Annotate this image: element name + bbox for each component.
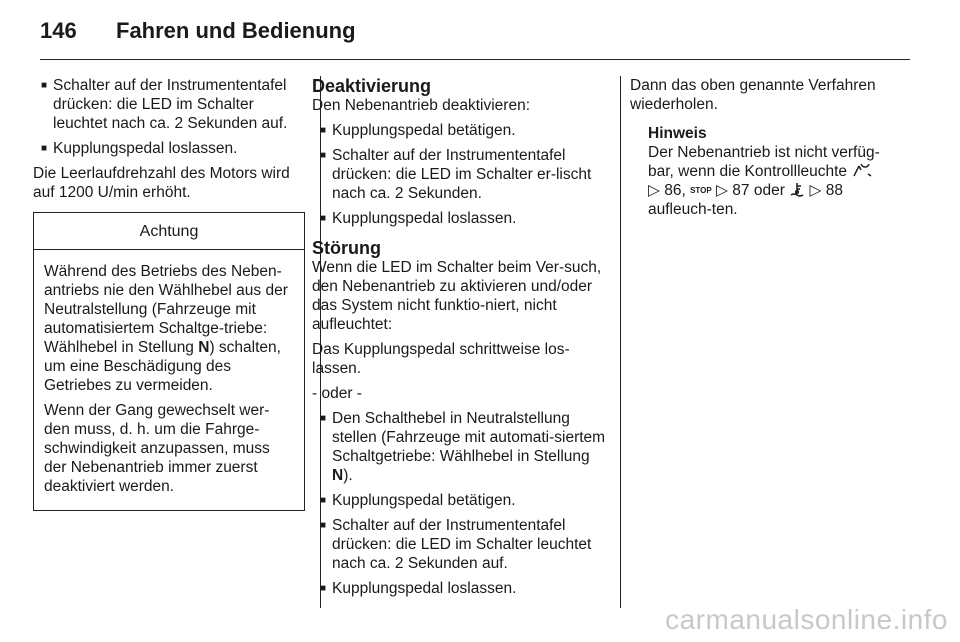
list-item: ■ Kupplungspedal betätigen. <box>312 491 606 510</box>
paragraph: Dann das oben genannte Verfahren wiederholen. <box>630 77 876 113</box>
heading-stoerung: Störung <box>312 238 381 258</box>
page-title: Fahren und Bedienung <box>116 18 356 43</box>
list-item: ■ Kupplungspedal loslassen. <box>312 579 606 598</box>
paragraph: Das Kupplungspedal schrittweise los-lassen. <box>312 341 570 377</box>
pto-warning-icon <box>851 164 873 178</box>
paragraph: Die Leerlaufdrehzahl des Motors wird auf 1200 U/min erhöht. <box>33 165 290 201</box>
stop-symbol-icon: STOP <box>690 186 712 195</box>
watermark: carmanualsonline.info <box>665 604 948 635</box>
page-number: 146 <box>40 18 77 43</box>
list-item: ■ Schalter auf der Instrumententafel drücken: die LED im Schalter leuchtet nach ca. 2 Sekunden auf. <box>312 516 606 573</box>
paragraph: Den Nebenantrieb deaktivieren: <box>312 97 530 114</box>
paragraph: - oder - <box>312 385 362 402</box>
list-item: ■ Kupplungspedal betätigen. <box>312 121 606 140</box>
warning-body <box>34 250 304 510</box>
page-header <box>40 18 356 44</box>
text: Den Schalthebel in Neutralstellung stellen (Fahrzeuge mit automati-siertem Schaltgetriebe: Wählhebel in Stellung <box>332 410 606 465</box>
text: 86, <box>664 182 691 199</box>
list-item: ■ Kupplungspedal loslassen. <box>33 139 305 158</box>
header-rule <box>40 59 910 60</box>
page-ref-icon: ▷ <box>716 182 728 199</box>
list-item: ■ Schalter auf der Instrumententafel drücken: die LED im Schalter leuchtet nach ca. 2 Sekunden auf. <box>33 76 305 133</box>
warning-title: Achtung <box>34 213 304 250</box>
note-title: Hinweis <box>648 125 707 142</box>
warning-box <box>33 212 305 511</box>
list-item: ■ Kupplungspedal loslassen. <box>312 209 606 228</box>
text: Der Nebenantrieb ist nicht verfüg-bar, wenn die Kontrollleuchte <box>648 144 880 180</box>
text: 88 aufleuch-ten. <box>648 182 843 218</box>
note-text <box>648 143 892 219</box>
coolant-temperature-icon <box>789 182 805 197</box>
warning-paragraph: Wenn der Gang gewechselt wer-den muss, d. h. um die Fahrge-schwindigkeit anzupassen, muss der Nebenantrieb immer zuerst deaktiviert werden. <box>44 402 270 495</box>
text: ) schalten, um eine Beschädigung des Getriebes zu vermeiden. <box>44 339 281 394</box>
column-2 <box>312 76 606 604</box>
list-item <box>312 409 606 485</box>
bold-text: N <box>332 467 344 484</box>
warning-paragraph <box>44 262 294 395</box>
paragraph: Wenn die LED im Schalter beim Ver-such, den Nebenantrieb zu aktivieren und/oder das System nicht funktio-niert, nicht aufleuchtet: <box>312 259 602 333</box>
bold-text: N <box>198 339 210 356</box>
note-box <box>630 124 892 219</box>
column-3 <box>630 76 892 219</box>
page-ref-icon: ▷ <box>648 182 660 199</box>
column-divider-2 <box>620 76 621 608</box>
text: 87 oder <box>732 182 790 199</box>
text: ). <box>343 467 353 484</box>
page-ref-icon: ▷ <box>809 182 822 199</box>
column-1 <box>33 76 305 511</box>
text: Während des Betriebs des Neben-antriebs nie den Wählhebel aus der Neutralstellung (Fahrzeuge mit automatisiertem Schaltge-triebe: Wählhebel in Stellung <box>44 263 288 356</box>
list-item: ■ Schalter auf der Instrumententafel drücken: die LED im Schalter er-lischt nach ca. 2 Sekunden. <box>312 146 606 203</box>
heading-deaktivierung: Deaktivierung <box>312 76 432 96</box>
